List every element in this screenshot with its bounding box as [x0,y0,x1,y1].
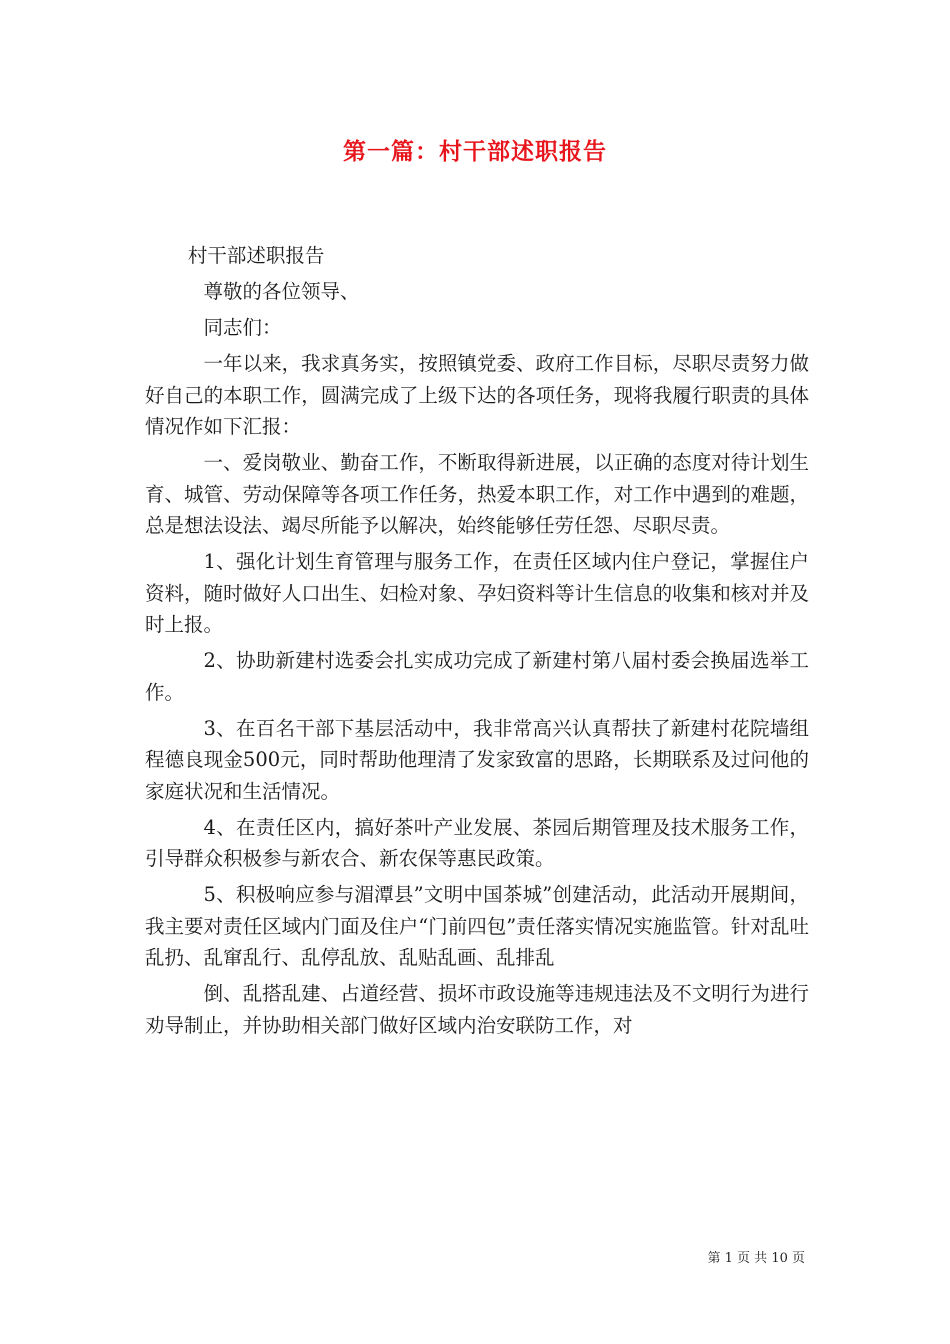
paragraph-continuation: 倒、乱搭乱建、占道经营、损坏市政设施等违规违法及不文明行为进行劝导制止，并协助相关部门做好区域内治安联防工作，对 [145,982,809,1037]
paragraph-item-3: 3、在百名干部下基层活动中，我非常高兴认真帮扶了新建村花院墙组程德良现金500元，同时帮助他理清了发家致富的思路，长期联系及过问他的家庭状况和生活情况。 [145,716,809,803]
paragraph-item-1: 1、强化计划生育管理与服务工作，在责任区域内住户登记，掌握住户资料，随时做好人口出生、妇检对象、孕妇资料等计生信息的收集和核对并及时上报。 [145,550,809,636]
paragraph-item-2: 2、协助新建村选委会扎实成功完成了新建村第八届村委会换届选举工作。 [145,649,809,704]
paragraph-item-4: 4、在责任区内，搞好茶叶产业发展、茶园后期管理及技术服务工作，引导群众积极参与新农合、新农保等惠民政策。 [145,815,809,870]
page-number: 第 1 页 共 10 页 [707,1251,805,1266]
document-body [145,240,809,1046]
paragraph-section-1: 一、爱岗敬业、勤奋工作，不断取得新进展，以正确的态度对待计划生育、城管、劳动保障等各项工作任务，热爱本职工作，对工作中遇到的难题，总是想法设法、竭尽所能予以解决，始终能够任劳任怨、尽职尽责。 [145,451,809,537]
paragraph-intro: 一年以来，我求真务实，按照镇党委、政府工作目标，尽职尽责努力做好自己的本职工作，圆满完成了上级下达的各项任务，现将我履行职责的具体情况作如下汇报： [145,352,809,438]
paragraph-salutation-2: 同志们： [203,316,282,339]
paragraph-item-5: 5、积极响应参与湄潭县”文明中国茶城”创建活动，此活动开展期间，我主要对责任区域内门面及住户“门前四包”责任落实情况实施监管。针对乱吐乱扔、乱窜乱行、乱停乱放、乱贴乱画、乱排乱 [145,883,809,969]
document-title: 第一篇：村干部述职报告 [343,138,607,165]
paragraph-subtitle: 村干部述职报告 [187,244,325,267]
paragraph-salutation-1: 尊敬的各位领导、 [203,280,360,303]
